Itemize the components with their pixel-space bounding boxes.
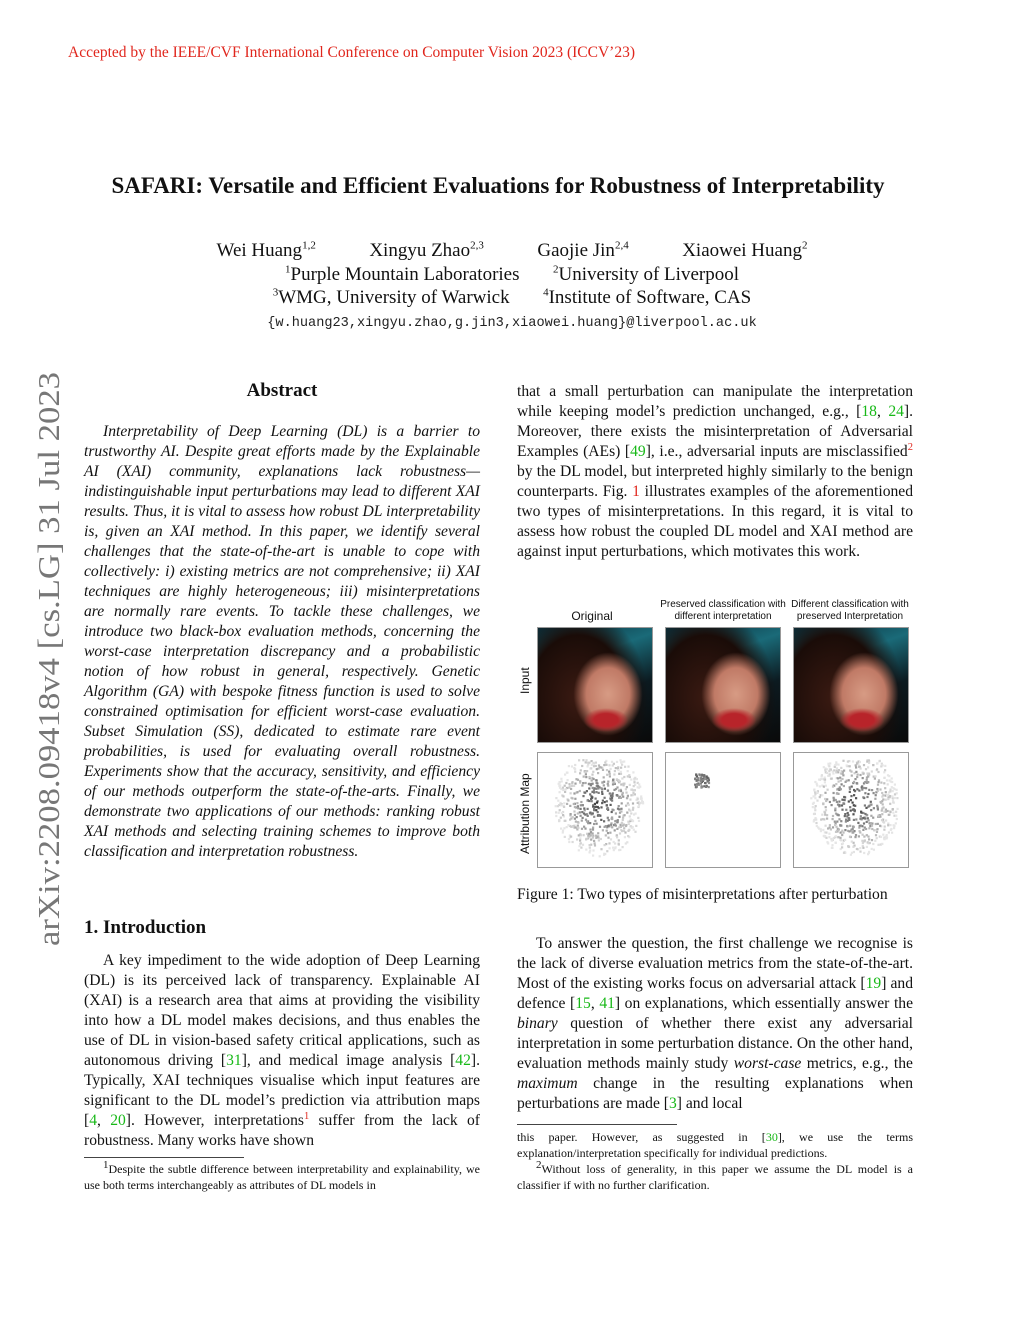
arxiv-stamp-text: arXiv:2208.09418v4 [cs.LG] 31 Jul 2023 [31,432,66,946]
footnote-ref[interactable]: 1 [303,1110,310,1122]
acceptance-banner: Accepted by the IEEE/CVF International Conference on Computer Vision 2023 (ICCV’23) [68,44,635,61]
author: Wei Huang$^{1,2}$ [216,239,316,261]
footnotes-right: this paper. However, as suggested in [30], we use the terms explanation/interpretation specifically for individual predictions. 2Without loss of generality, in this paper we assume the DL model is a classifier if with no further clarification. [517,1130,913,1192]
figure-ref[interactable]: 1 [632,483,640,500]
citation-link[interactable]: 3 [668,1095,677,1112]
citation-link[interactable]: 19 [865,975,882,992]
citation-link[interactable]: 18 [861,403,877,420]
affiliation: $^2$University of Liverpool [553,263,739,285]
intro-heading: 1. Introduction [84,917,207,938]
affiliation-line [0,264,1024,286]
attribution-map-different-class [793,752,909,868]
citation-link[interactable]: 49 [630,443,646,460]
abstract-heading: Abstract [246,380,318,401]
col-title-original: Original [571,609,613,623]
col-title-preserved-class: Preserved classification with different interpretation [660,599,786,622]
svg-text:Attribution Map: Attribution Map [518,773,532,854]
affiliation: $^3$WMG, University of Warwick [272,286,510,308]
author-email[interactable]: {w.huang23,xingyu.zhao,g.jin3,xiaowei.huang}@liverpool.ac.uk [267,316,757,331]
footnote-1: 1Despite the subtle difference between interpretability and explainability, we use both terms interchangeably as attributes of DL models in [84,1159,480,1192]
citation-link[interactable]: 42 [455,1052,471,1069]
intro-paragraph: A key impediment to the wide adoption of Deep Learning (DL) is its perceived lack of transparency. Explainable AI (XAI) is a research area that aims at providing the visibility into how a DL model makes decisions, and thus enables the use of DL in vision-based safety critical applications, such as autonomous driving [31], and medical image analysis [42]. Typically, XAI techniques visualise which input features are significant to the DL model’s prediction via attribution maps [4, 20]. However, interpretations$^1$ suffer from the lack of robustness. Many works have shown [84,952,481,1149]
affiliation-line [0,287,1024,309]
citation-link[interactable]: 31 [226,1052,242,1069]
citation-link[interactable]: 15 [575,995,591,1012]
affiliation: $^1$Purple Mountain Laboratories [285,263,520,285]
row-label-attribution [516,764,534,856]
row-label-input [516,660,534,700]
arxiv-stamp [20,368,70,946]
citation-link[interactable]: 20 [110,1112,126,1129]
attribution-map-preserved-class [665,752,781,868]
citation-link[interactable]: 24 [888,403,904,420]
affiliation: $^4$Institute of Software, CAS [543,286,752,308]
citation-link[interactable]: 4 [89,1112,97,1129]
citation-link[interactable]: 30 [765,1130,778,1144]
abstract-body: Interpretability of Deep Learning (DL) is a barrier to trustworthy AI. Despite great efforts made by the Explainable AI (XAI) community, explanations lack robustness—indistinguishable input perturbations may lead to different XAI results. Thus, it is vital to assess how robust DL interpretability is, given an XAI method. In this paper, we identify several challenges that the state-of-the-art is unable to cope with collectively: i) existing metrics are not comprehensive; ii) XAI techniques are highly heterogeneous; iii) misinterpretations are normally rare events. To tackle these challenges, we introduce two black-box evaluation methods, concerning the worst-case interpretation discrepancy and a probabilistic notion of how robust in general, respectively. Genetic Algorithm (GA) with bespoke fitness function is used to solve constrained optimisation for efficient worst-case evaluation. Subset Simulation (SS), dedicated to estimate rare event probabilities, is used for evaluating overall robustness. Experiments show that the accuracy, sensitivity, and efficiency of our methods outperform the state-of-the-arts. Finally, we demonstrate two applications of our methods: ranking robust XAI methods and selecting training schemes to improve both classification and interpretation robustness. [84,423,480,860]
author-list [0,240,1024,262]
citation-link[interactable]: 41 [599,995,615,1012]
right-column-paragraph: that a small perturbation can manipulate the interpretation while keeping model’s prediction unchanged, e.g., [18, 24]. Moreover, there exists the misinterpretation of Adversarial Examples (AEs) [49], i.e., adversarial inputs are misclassified$^2$ by the DL model, but interpreted highly similarly to the benign counterparts. Fig. 1 illustrates examples of the aforementioned two types of misinterpretations. In this regard, it is vital to assess how robust the coupled DL model and XAI method are against input perturbations, which motivates this work. [517,383,914,560]
author: Xiaowei Huang$^2$ [682,239,808,261]
footnote-ref[interactable]: 2 [907,441,913,453]
input-image-original [537,627,653,743]
footnote-divider [517,1124,677,1125]
footnote-divider [84,1157,244,1158]
svg-text:Input: Input [518,667,532,694]
author: Xingyu Zhao$^{2,3}$ [369,239,484,261]
right-column-paragraph-2: To answer the question, the first challenge we recognise is the lack of diverse evaluation metrics from the state-of-the-art. Most of the existing works focus on adversarial attack [19] and defence [15, 41] on explanations, which essentially answer the binary question of whether there exist any adversarial interpretation in some perturbation distance. On the other hand, evaluation methods mainly study worst-case metrics, e.g., the maximum change in the resulting explanations when perturbations are made [3] and local [517,935,914,1112]
col-title-different-class: Different classification with preserved Interpretation [791,599,909,622]
paper-title: SAFARI: Versatile and Efficient Evaluations for Robustness of Interpretability [111,173,885,198]
figure-caption: Figure 1: Two types of misinterpretations after perturbation [517,886,888,903]
input-image-preserved-class [665,627,781,743]
author: Gaojie Jin$^{2,4}$ [537,239,629,261]
input-image-different-class [793,627,909,743]
attribution-map-original [537,752,653,868]
